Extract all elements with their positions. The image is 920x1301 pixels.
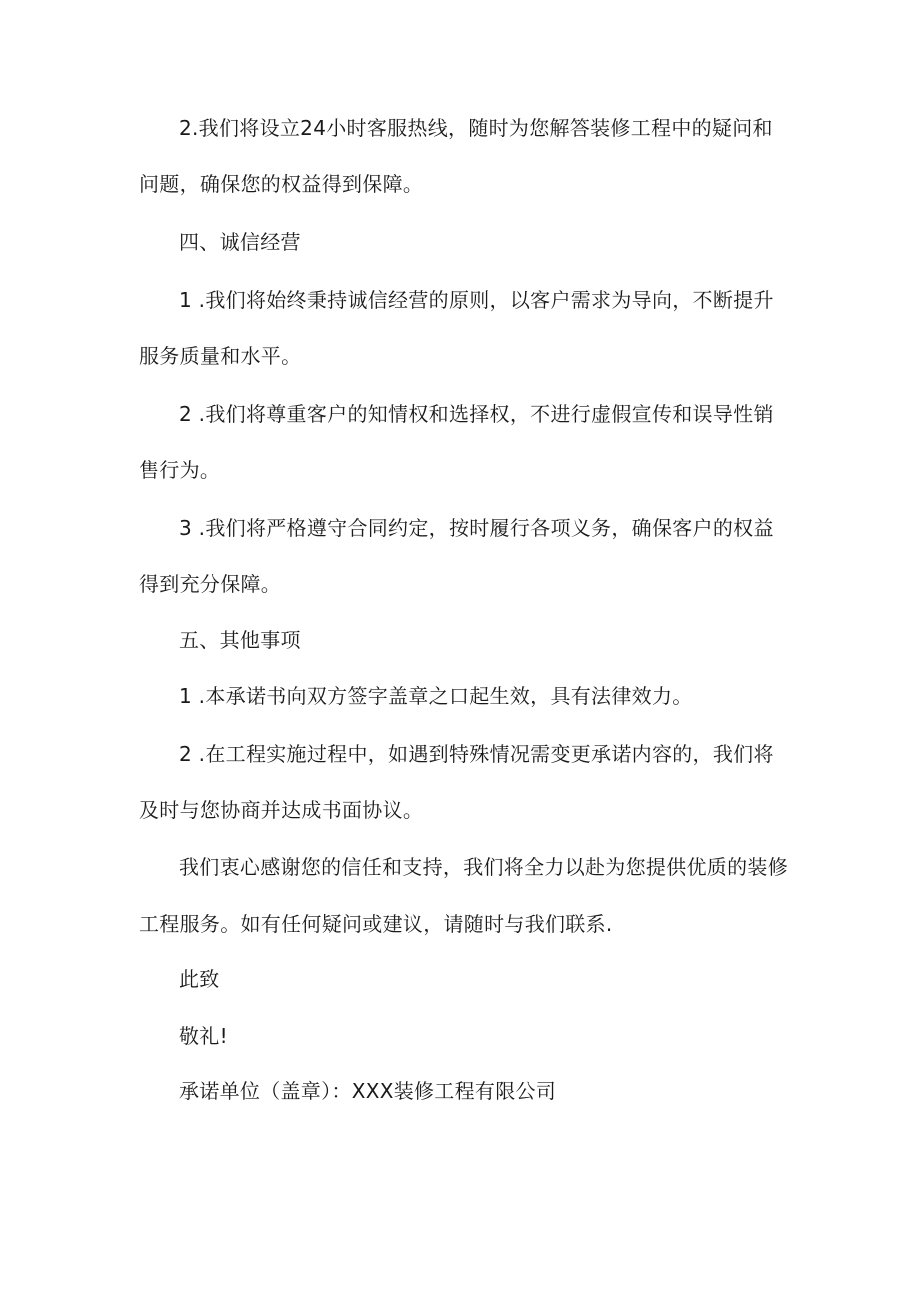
paragraph-other-1-line-1: 1 .本承诺书向双方签字盖章之口起生效，具有法律效力。 (179, 684, 693, 708)
paragraph-integrity-3-line-2: 得到充分保障。 (139, 572, 282, 596)
paragraph-hotline-line-1: 2.我们将设立24小时客服热线，随时为您解答装修工程中的疑问和 (179, 116, 773, 140)
paragraph-thanks-line-1: 我们衷心感谢您的信任和支持，我们将全力以赴为您提供优质的装修 (179, 855, 788, 879)
paragraph-other-2-line-2: 及时与您协商并达成书面协议。 (139, 798, 424, 822)
paragraph-integrity-2-line-2: 售行为。 (139, 458, 221, 482)
closing-salutation: 此致 (179, 967, 220, 991)
paragraph-integrity-1-line-1: 1 .我们将始终秉持诚信经营的原则，以客户需求为导向，不断提升 (179, 288, 774, 312)
paragraph-integrity-1-line-2: 服务质量和水平。 (139, 344, 302, 368)
closing-regards: 敬礼! (179, 1024, 228, 1048)
paragraph-integrity-2-line-1: 2 .我们将尊重客户的知情权和选择权，不进行虚假宣传和误导性销 (179, 402, 774, 426)
paragraph-integrity-3-line-1: 3 .我们将严格遵守合同约定，按时履行各项义务，确保客户的权益 (179, 516, 774, 540)
paragraph-other-2-line-1: 2 .在工程实施过程中，如遇到特殊情况需变更承诺内容的，我们将 (179, 742, 774, 766)
signature-line: 承诺单位（盖章）：XXX装修工程有限公司 (179, 1079, 557, 1103)
section-heading-integrity: 四、诚信经营 (179, 230, 301, 254)
section-heading-other-matters: 五、其他事项 (179, 628, 301, 652)
paragraph-hotline-line-2: 问题，确保您的权益得到保障。 (139, 172, 424, 196)
paragraph-thanks-line-2: 工程服务。如有任何疑问或建议，请随时与我们联系. (139, 912, 613, 936)
